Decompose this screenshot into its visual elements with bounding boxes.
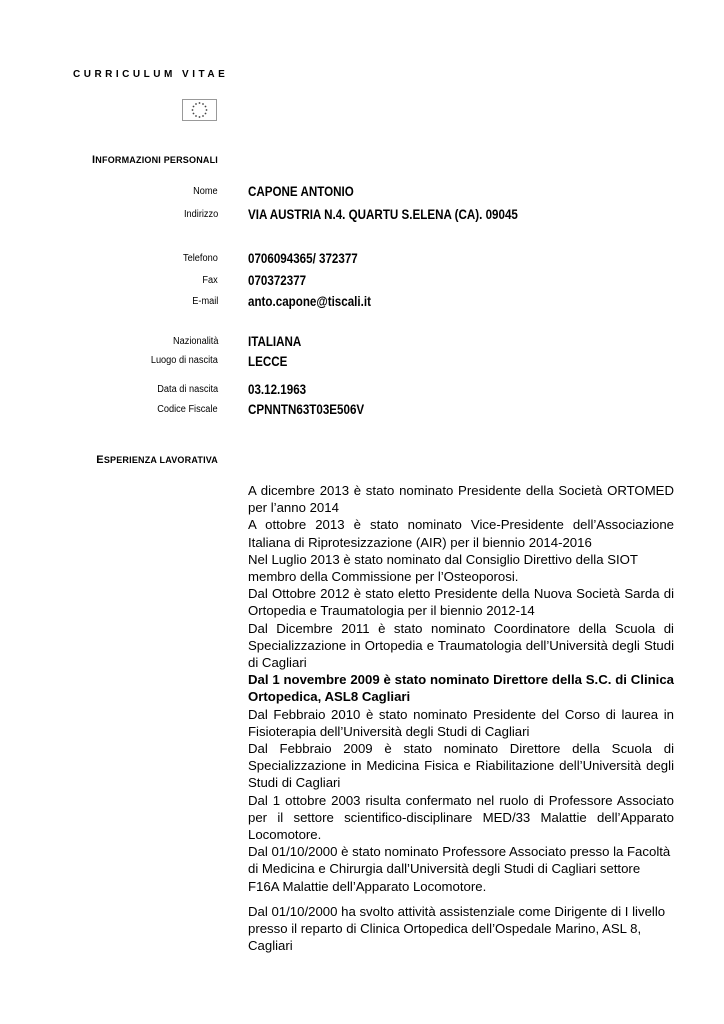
phone-label: Telefono: [183, 253, 218, 264]
address-value: VIA AUSTRIA N.4. QUARTU S.ELENA (CA). 09045: [248, 207, 518, 222]
experience-item: Dal 01/10/2000 ha svolto attività assistenziale come Dirigente di I livello presso il reparto di Clinica Ortopedica dell’Ospedale Marino, ASL 8, Cagliari: [248, 903, 666, 954]
fiscal-code-label: Codice Fiscale: [157, 404, 218, 415]
email-value: anto.capone@tiscali.it: [248, 294, 371, 309]
birthplace-value: LECCE: [248, 354, 288, 369]
birthdate-value: 03.12.1963: [248, 382, 307, 397]
section-heading-work: ESPERIENZA LAVORATIVA: [96, 454, 218, 466]
experience-item: Dal Febbraio 2009 è stato nominato Direttore della Scuola di Specializzazione in Medicina Fisica e Riabilitazione dell’Università degli Studi di Cagliari: [248, 741, 674, 791]
experience-item: Dal Ottobre 2012 è stato eletto Presidente della Nuova Società Sarda di Ortopedia e Traumatologia per il biennio 2012-14: [248, 586, 674, 619]
birthdate-label: Data di nascita: [157, 384, 218, 395]
name-value: CAPONE ANTONIO: [248, 184, 354, 199]
email-label: E-mail: [191, 296, 218, 307]
experience-item: Dal Dicembre 2011 è stato nominato Coordinatore della Scuola di Specializzazione in Ortopedia e Traumatologia dell’Università degli Studi di Cagliari: [248, 620, 674, 671]
section-heading-personal: INFORMAZIONI PERSONALI: [92, 154, 218, 166]
experience-item: Nel Luglio 2013 è stato nominato dal Consiglio Direttivo della SIOT membro della Commissione per l’Osteoporosi.: [248, 551, 638, 585]
experience-item-highlight: Dal 1 novembre 2009 è stato nominato Direttore della S.C. di Clinica Ortopedica, ASL8 Cagliari: [248, 672, 674, 705]
nationality-label: Nazionalità: [172, 336, 218, 347]
document-title: CURRICULUM VITAE: [73, 69, 229, 80]
birthplace-label: Luogo di nascita: [150, 355, 218, 366]
experience-item: Dal Febbraio 2010 è stato nominato Presidente del Corso di laurea in Fisioterapia dell’Università degli Studi di Cagliari: [248, 706, 674, 739]
address-label: Indirizzo: [183, 209, 218, 220]
experience-item: Dal 01/10/2000 è stato nominato Professore Associato presso la Facoltà di Medicina e Chirurgia dall’Università degli Studi di Cagliari settore F16A Malattie dell’Apparato Locomotore.: [248, 844, 671, 894]
nationality-value: ITALIANA: [248, 334, 302, 349]
experience-item: Dal 1 ottobre 2003 risulta confermato nel ruolo di Professore Associato per il settore scientifico-disciplinare MED/33 Malattie dell’Apparato Locomotore.: [248, 792, 674, 843]
experience-item: A ottobre 2013 è stato nominato Vice-Presidente dell’Associazione Italiana di Riprotesizzazione (AIR) per il biennio 2014-2016: [248, 517, 674, 550]
work-experience-list: [248, 482, 674, 954]
phone-value: 0706094365/ 372377: [248, 251, 358, 266]
experience-item: A dicembre 2013 è stato nominato Presidente della Società ORTOMED per l’anno 2014: [248, 483, 674, 516]
fiscal-code-value: CPNNTN63T03E506V: [248, 402, 365, 417]
fax-value: 070372377: [248, 273, 307, 288]
fax-label: Fax: [202, 275, 218, 286]
name-label: Nome: [193, 186, 218, 197]
eu-flag-icon: [182, 99, 217, 121]
